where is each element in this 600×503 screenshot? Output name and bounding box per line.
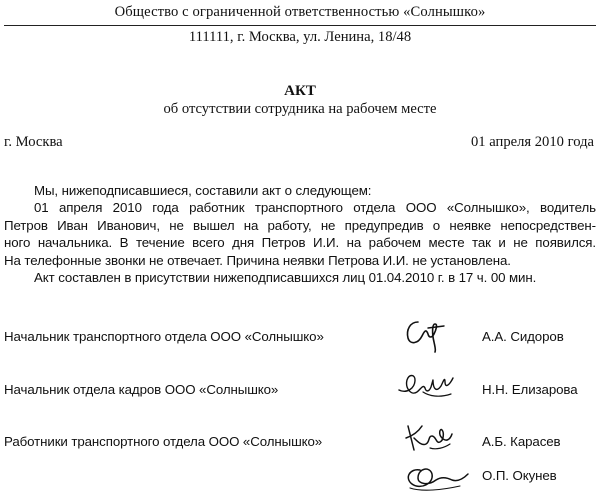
body-intro: Мы, нижеподписавшиеся, составили акт о следующем: [34,183,372,198]
body-line: Петров Иван Иванович, не вышел на работу, не предупредив о неявке непосредствен- [4,217,596,233]
signature-image [402,456,474,496]
signatory-position: Начальник транспортного отдела ООО «Солнышко» [4,329,324,344]
signature-row [4,432,596,454]
signature-row [4,380,596,402]
signature-row [4,466,596,488]
act-body [4,182,596,286]
body-line: 01 апреля 2010 года работник транспортного отдела ООО «Солнышко», водитель [34,200,596,216]
signature-image [400,420,466,458]
signatory-name: О.П. Окунев [482,468,557,483]
signatory-position: Начальник отдела кадров ООО «Солнышко» [4,382,279,397]
signature-row [4,327,596,349]
document-date: 01 апреля 2010 года [471,134,594,150]
signature-image [393,366,465,406]
body-line: ного начальника. В течение всего дня Петров И.И. на рабочем месте так и не появился. [4,235,596,251]
organization-address: 111111, г. Москва, ул. Ленина, 18/48 [188,29,412,45]
body-closing: Акт составлен в присутствии нижеподписавшихся лиц 01.04.2010 г. в 17 ч. 00 мин. [34,270,537,286]
signatory-position: Работники транспортного отдела ООО «Солнышко» [4,434,323,449]
signature-image [398,314,458,354]
organization-name: Общество с ограниченной ответственностью «Солнышко» [114,4,486,20]
place-of-issue: г. Москва [4,134,63,150]
document-subtitle: об отсутствии сотрудника на рабочем месте [163,101,437,117]
body-line: На телефонные звонки не отвечает. Причина неявки Петрова И.И. не установлена. [4,252,511,268]
header-divider [4,25,596,26]
signatory-name: Н.Н. Елизарова [482,382,578,397]
signatory-name: А.Б. Карасев [482,434,561,449]
document-title: АКТ [284,83,316,99]
signatory-name: А.А. Сидоров [482,329,564,344]
